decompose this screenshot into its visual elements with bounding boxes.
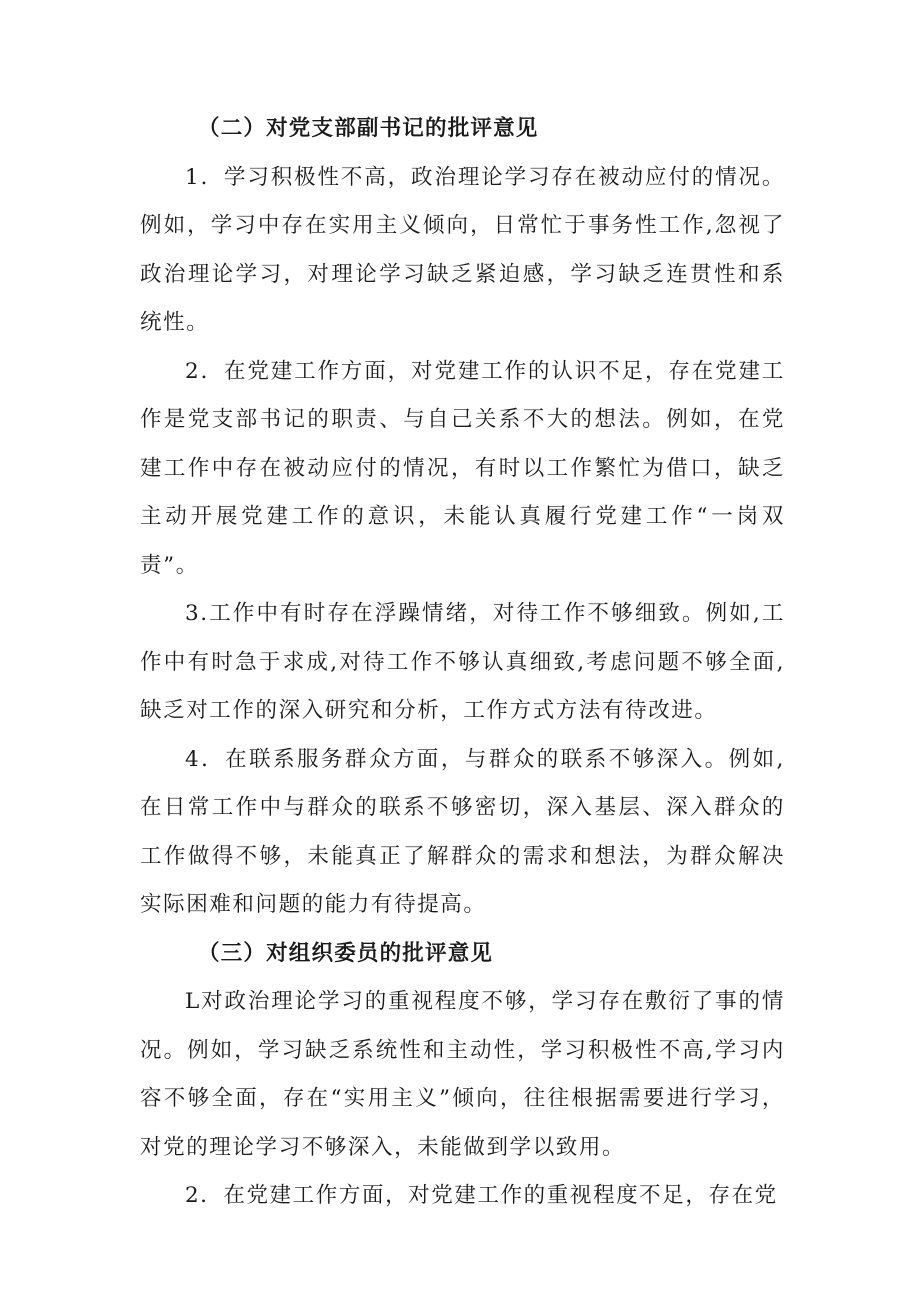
paragraph-deputy-secretary-2: 2．在党建工作方面，对党建工作的认识不足，存在党建工作是党支部书记的职责、与自己关系不大的想法。例如，在党建工作中存在被动应付的情况，有时以工作繁忙为借口，缺乏主动开展党建工作的意识，未能认真履行党建工作“一岗双责”。	[140, 358, 785, 578]
paragraph-deputy-secretary-1: 1．学习积极性不高，政治理论学习存在被动应付的情况。例如，学习中存在实用主义倾向，日常忙于事务性工作,忽视了政治理论学习，对理论学习缺乏紧迫感，学习缺乏连贯性和系统性。	[140, 164, 785, 335]
section-heading-organization-member: （三）对组织委员的批评意见	[198, 940, 494, 966]
paragraph-organization-member-1: L对政治理论学习的重视程度不够，学习存在敷衍了事的情况。例如，学习缺乏系统性和主动性，学习积极性不高,学习内容不够全面，存在“实用主义”倾向，往往根据需要进行学习，对党的理论学习不够深入，未能做到学以致用。	[140, 989, 785, 1160]
paragraph-deputy-secretary-3: 3.工作中有时存在浮躁情绪，对待工作不够细致。例如,工作中有时急于求成,对待工作不够认真细致,考虑问题不够全面,缺乏对工作的深入研究和分析，工作方式方法有待改进。	[140, 601, 785, 723]
paragraph-deputy-secretary-4: 4．在联系服务群众方面，与群众的联系不够深入。例如,在日常工作中与群众的联系不够密切，深入基层、深入群众的工作做得不够，未能真正了解群众的需求和想法，为群众解决实际困难和问题的能力有待提高。	[140, 746, 785, 917]
paragraph-organization-member-2: 2．在党建工作方面，对党建工作的重视程度不足，存在党	[185, 1183, 778, 1208]
document-page	[140, 105, 785, 1221]
section-heading-deputy-secretary: （二）对党支部副书记的批评意见	[198, 116, 539, 141]
